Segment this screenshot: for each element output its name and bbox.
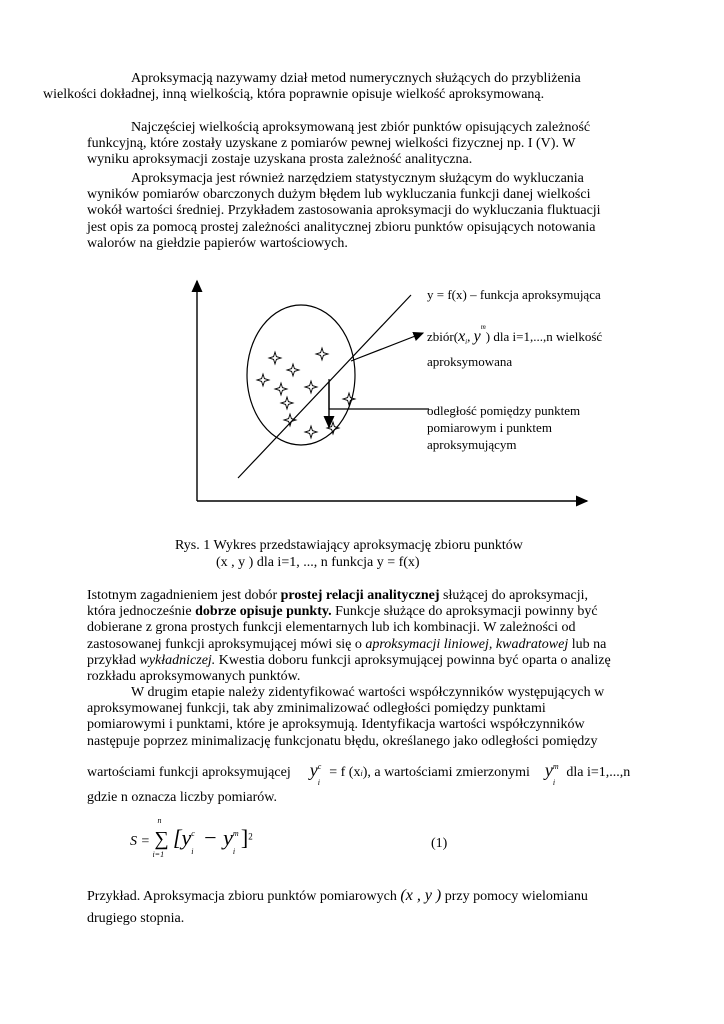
measurement-point	[287, 364, 299, 376]
example-line: Przykład. Aproksymacja zbioru punktów pomiarowych (x , y ) przy pomocy wielomianu	[87, 887, 588, 904]
distance-label-3: aproksymującym	[427, 437, 517, 452]
measurement-point	[269, 352, 281, 364]
measurement-point	[281, 397, 293, 409]
measurement-point	[257, 374, 269, 386]
paragraph-where: gdzie n oznacza liczby pomiarów.	[87, 790, 277, 805]
paragraph-relation: Istotnym zagadnieniem jest dobór prostej relacji analitycznej służącej do aproksymacji, która jednocześnie dobrze opisuje punkty. Funkcje służące do aproksymacji powinny być dobierane z grona prostych funkcji elementarnych lub ich kombinacji. W zależności od zastosowanej funkcji aproksymującej mówi się o aproksymacji liniowej, kwadratowej lub na przykład wykładniczej. Kwestia doboru funkcji aproksymującej powinna być oparta o analizę rozkładu aproksymowanych punktów.	[87, 588, 611, 685]
set-label-line2: aproksymowana	[427, 354, 513, 369]
figure-caption: Rys. 1 Wykres przedstawiający aproksymację zbioru punktów (x , y ) dla i=1, ..., n funkcja y = f(x)	[175, 538, 523, 570]
distance-line	[329, 379, 429, 409]
paragraph-coefficients: W drugim etapie należy zidentyfikować wartości współczynników występujących w aproksymowanej funkcji, tak aby zminimalizować odległości pomiędzy punktami pomiarowymi i punktami, które je aproksymują. Identyfikacja wartości współczynników następuje poprzez minimalizację funkcjonatu błędu, określanego jako odległości pomiędzy	[87, 685, 605, 749]
equation-number: (1)	[431, 836, 448, 851]
function-label: y = f(x) – funkcja aproksymująca	[427, 287, 601, 302]
equation-1: S = n ∑ i=1 [y c i − y m i ]$^2$	[130, 816, 253, 859]
measurement-point	[305, 426, 317, 438]
paragraph-measurements: Najczęściej wielkością aproksymowaną jest zbiór punktów opisujących zależność funkcyjną, które zostały uzyskane z pomiarów pewnej wielkości fizycznej np. I (V). W wyniku aproksymacji zostaje uzyskana prosta zależność analityczna.	[87, 120, 591, 168]
measurement-points	[257, 348, 355, 438]
paragraph-statistics: Aproksymacja jest również narzędziem statystycznym służącym do wykluczania wyników pomiarów obarczonych dużym błędem lub wykluczania funkcji danej wielkości wokół wartości średniej. Przykładem zastosowania aproksymacji do wykluczania fluktuacji jest opis za pomocą prostej zależności analitycznej zbioru punktów opisujących notowania walorów na giełdzie papierów wartościowych.	[87, 171, 601, 251]
distance-label-2: pomiarowym i punktem	[427, 420, 552, 435]
formula-line: wartościami funkcji aproksymującej y c i = f (xi), a wartościami zmierzonymi y m i dla i=1,...,n	[87, 760, 631, 787]
measurement-point	[284, 414, 296, 426]
measurement-point	[275, 383, 287, 395]
example-line-2: drugiego stopnia.	[87, 911, 185, 926]
measurement-point	[305, 381, 317, 393]
paragraph-definition: Aproksymacją nazywamy dział metod numerycznych służących do przybliżenia wielkości dokładnej, inną wielkością, która poprawnie opisuje wielkość aproksymowaną.	[43, 71, 581, 103]
approximation-figure	[175, 277, 645, 507]
approximating-line	[238, 295, 411, 478]
measurement-point	[316, 348, 328, 360]
set-label: $zbiór(x_i$, $y^m$) dla i=1,...,n wielkość	[427, 323, 603, 346]
distance-label-1: odległość pomiędzy punktem	[427, 403, 581, 418]
